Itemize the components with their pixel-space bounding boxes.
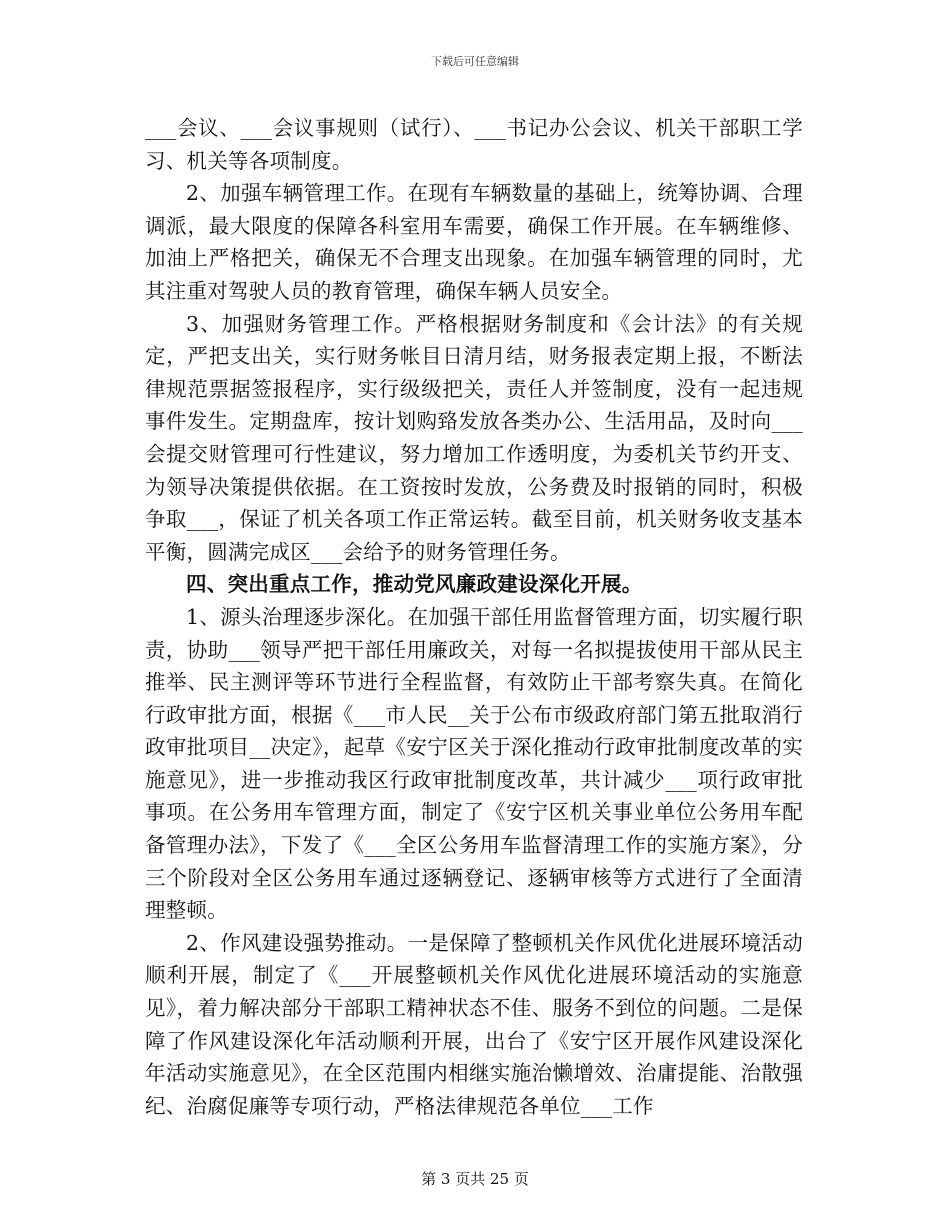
section-heading-four: 四、突出重点工作，推动党风廉政建设深化开展。 [186, 572, 643, 597]
document-body [145, 112, 803, 1122]
paragraph-source-governance: 1、源头治理逐步深化。在加强干部任用监督管理方面，切实履行职责，协助___领导严把干部任用廉政关，对每一名拟提拔使用干部从民主推举、民主测评等环节进行全程监督，有效防止干部考察失真。在简化行政审批方面，根据《___市人民__关于公布市级政府部门第五批取消行政审批项目__决定》，起草《安宁区关于深化推动行政审批制度改革的实施意见》，进一步推动我区行政审批制度改革，共计减少___项行政审批事项。在公务用车管理方面，制定了《安宁区机关事业单位公务用车配备管理办法》，下发了《___全区公务用车监督清理工作的实施方案》，分三个阶段对全区公务用车通过逐辆登记、逐辆审核等方式进行了全面清理整顿。 [145, 604, 803, 923]
paragraph-vehicle-management: 2、加强车辆管理工作。在现有车辆数量的基础上，统筹协调、合理调派，最大限度的保障各科室用车需要，确保工作开展。在车辆维修、加油上严格把关，确保无不合理支出现象。在加强车辆管理的同时，尤其注重对驾驶人员的教育管理，确保车辆人员安全。 [145, 181, 803, 303]
paragraph-continued: ___会议、___会议事规则（试行）、___书记办公会议、机关干部职工学习、机关等各项制度。 [145, 116, 803, 173]
page-header-note: 下载后可任意编辑 [431, 55, 519, 68]
paragraph-finance-management: 3、加强财务管理工作。严格根据财务制度和《会计法》的有关规定，严把支出关，实行财务帐目日清月结，财务报表定期上报，不断法律规范票据签报程序，实行级级把关，责任人并签制度，没有一起违规事件发生。定期盘库，按计划购臵发放各类办公、生活用品，及时向___会提交财管理可行性建议，努力增加工作透明度，为委机关节约开支、为领导决策提供依据。在工资按时发放，公务费及时报销的同时，积极争取___，保证了机关各项工作正常运转。截至目前，机关财务收支基本平衡，圆满完成区___会给予的财务管理任务。 [145, 311, 803, 564]
paragraph-work-style: 2、作风建设强势推动。一是保障了整顿机关作风优化进展环境活动顺利开展，制定了《___开展整顿机关作风优化进展环境活动的实施意见》，着力解决部分干部职工精神状态不佳、服务不到位的问题。二是保障了作风建设深化年活动顺利开展，出台了《安宁区开展作风建设深化年活动实施意见》，在全区范围内相继实施治懒增效、治庸提能、治散强纪、治腐促廉等专项行动，严格法律规范各单位___工作 [145, 930, 803, 1118]
page-number-footer: 第 3 页共 25 页 [421, 1170, 529, 1188]
